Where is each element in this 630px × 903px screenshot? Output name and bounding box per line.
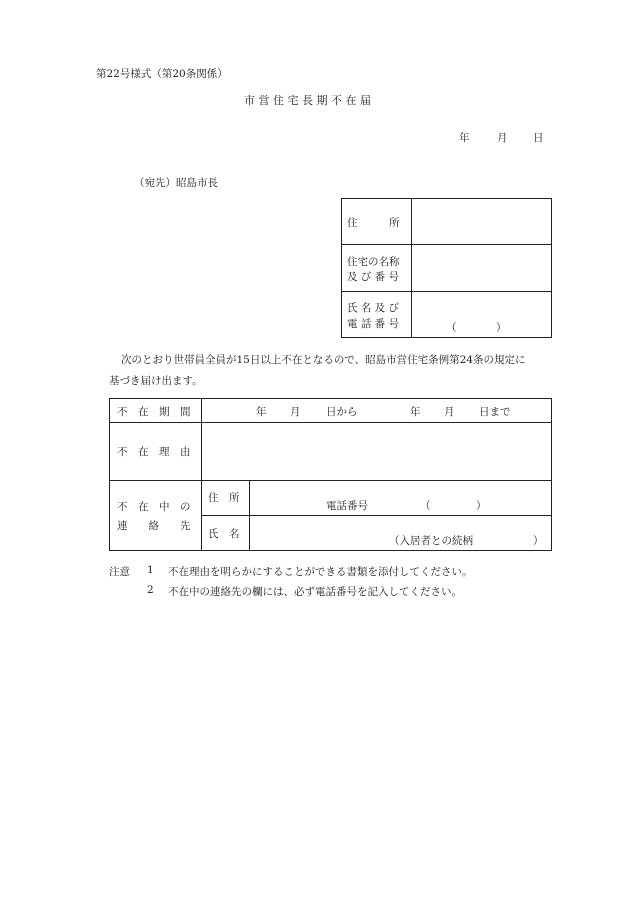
address-label: 住 所 [347,217,400,229]
reason-label: 不 在 理 由 [117,446,191,458]
name-label-line2: 電 話 番 号 [347,318,400,330]
period-to-day: 日まで [479,406,511,418]
form-number: 第22号様式（第20条関係） [96,68,228,80]
contact-phone-paren-open: （ [420,500,431,512]
contact-label-line1: 不 在 中 の [117,501,191,513]
phone-paren-open: （ [446,322,457,334]
name-phone-field[interactable] [412,292,551,337]
contact-label-line2: 連 絡 先 [117,520,191,532]
contact-phone-paren-close: ） [476,500,487,512]
note-1-number: 1 [147,564,154,576]
statement-line1: 次のとおり世帯員全員が15日以上不在となるので、昭島市営住宅条例第24条の規定に [121,354,526,366]
housing-label-line1: 住宅の名称 [347,256,400,268]
date-day-label: 日 [533,132,544,144]
period-from-month: 月 [290,406,301,418]
period-to-year: 年 [410,406,421,418]
address-field[interactable] [412,199,551,244]
date-month-label: 月 [497,132,508,144]
addressee: （宛先）昭島市長 [134,177,218,189]
housing-field[interactable] [412,245,551,291]
contact-address-label: 住 所 [208,492,240,504]
period-from-year: 年 [256,406,267,418]
notes-heading: 注意 [109,566,130,578]
contact-phone-label: 電話番号 [326,500,368,512]
relationship-open: （入居者との続柄 [389,535,473,547]
period-to-month: 月 [444,406,455,418]
statement-line2: 基づき届け出ます。 [109,375,203,387]
note-2-number: 2 [147,584,154,596]
contact-name-label: 氏 名 [208,528,240,540]
note-2-text: 不在中の連絡先の欄には、必ず電話番号を記入してください。 [168,586,462,598]
reason-field[interactable] [202,423,551,480]
note-1-text: 不在理由を明らかにすることができる書類を添付してください。 [168,566,473,578]
contact-address-field[interactable] [250,481,551,515]
page-title: 市 営 住 宅 長 期 不 在 届 [244,94,371,107]
date-year-label: 年 [459,132,470,144]
housing-label-line2: 及 び 番 号 [347,271,400,283]
period-label: 不 在 期 間 [117,406,191,418]
relationship-close: ） [533,535,544,547]
phone-paren-close: ） [496,322,507,334]
name-label-line1: 氏 名 及 び [347,302,400,314]
period-from-day: 日から [326,406,358,418]
